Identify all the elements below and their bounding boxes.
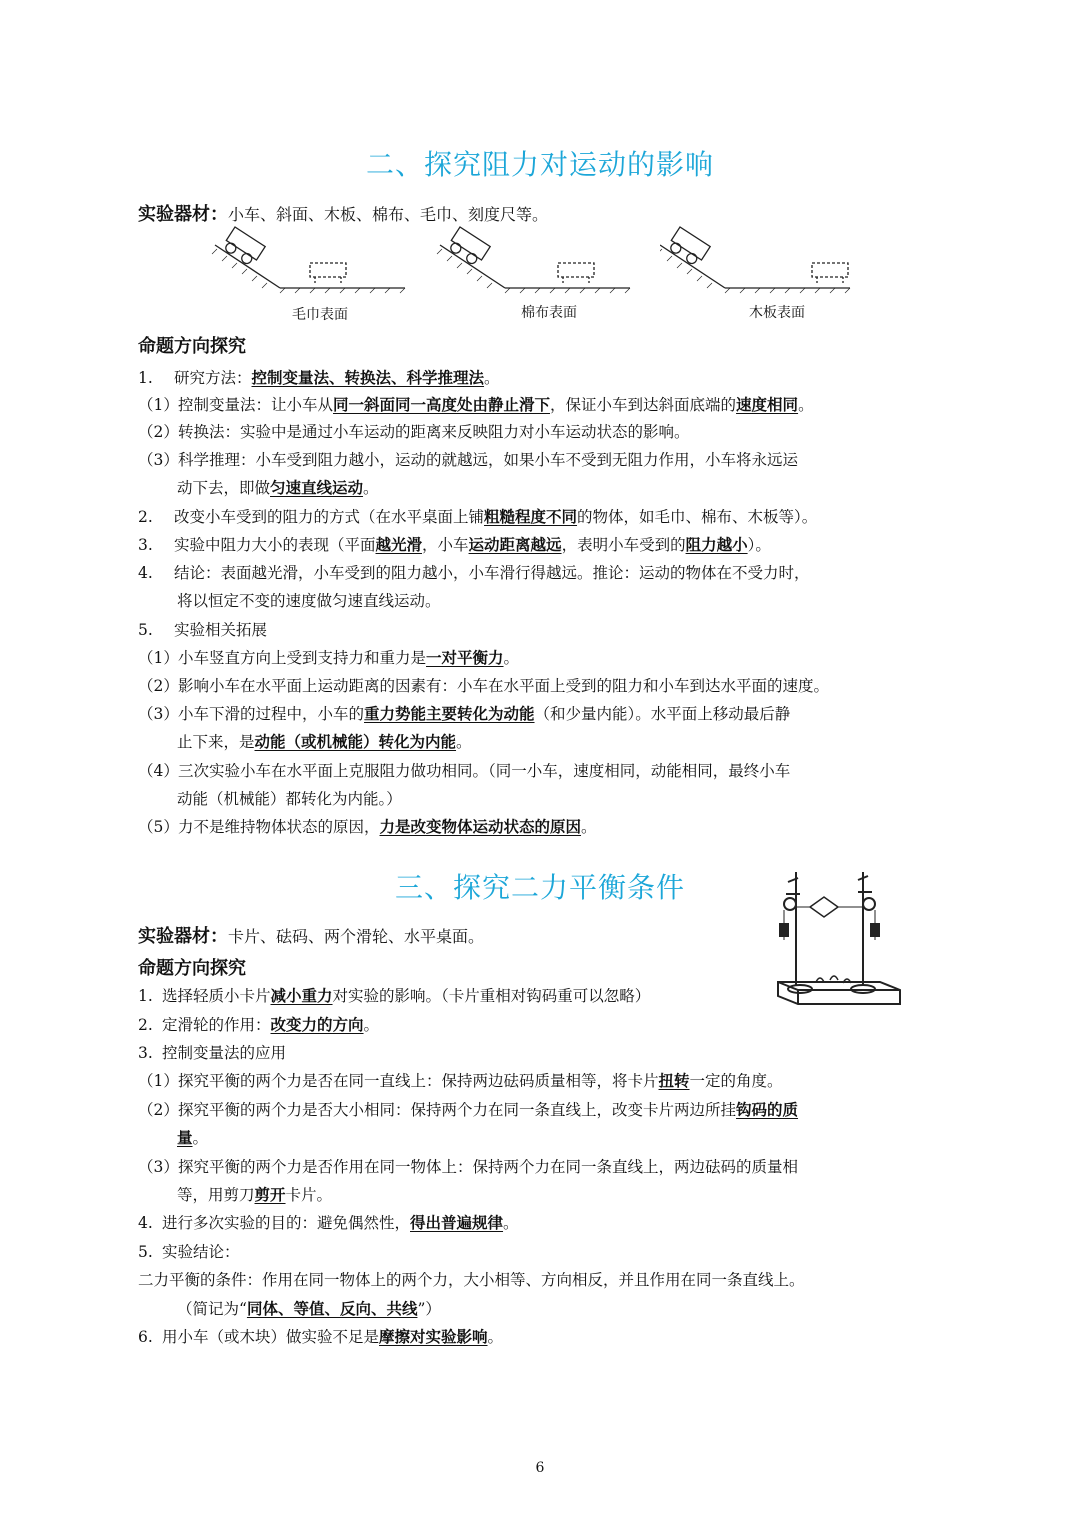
materials-text-3: 卡片、砝码、两个滑轮、水平桌面。 (228, 927, 485, 946)
line-text: 小车下滑的过程中，小车的 (178, 705, 365, 723)
line-text: 。 (192, 1129, 209, 1147)
line-text: 三次实验小车在水平面上克服阻力做功相同。（同一小车，速度相同，动能相同，最终小车 (178, 762, 791, 780)
line-text: 选择轻质小卡片 (162, 987, 271, 1005)
line-text: 进行多次实验的目的：避免偶然性， (162, 1214, 411, 1232)
list-line (138, 394, 814, 416)
line-text: 对实验的影响。（卡片重相对钩码重可以忽略） (332, 987, 651, 1005)
line-text: 力不是维持物体状态的原因， (178, 818, 380, 836)
balance-apparatus-figure (768, 862, 908, 1007)
list-line (177, 590, 441, 612)
materials-text: 小车、斜面、木板、棉布、毛巾、刻度尺等。 (228, 205, 549, 224)
key-term: 同体、等值、反向、共线 (246, 1299, 418, 1318)
line-text: ）。 (747, 536, 771, 554)
list-marker: 2. (138, 1016, 153, 1034)
list-marker: （1） (138, 1072, 179, 1090)
list-line (138, 562, 810, 584)
list-line (138, 1269, 805, 1291)
line-text: （和少量内能）。水平面上移动最后静 (534, 705, 791, 723)
section3-materials (138, 922, 484, 948)
list-marker: 3. (138, 1044, 153, 1062)
line-text: 止下来，是 (177, 733, 255, 751)
list-marker: （3） (138, 705, 179, 723)
key-term: 一对平衡力 (426, 648, 504, 667)
key-term: 同一斜面同一高度处由静止滑下 (333, 395, 551, 414)
section2-title: 二、探究阻力对运动的影响 (365, 148, 714, 181)
line-text: ，表明小车受到的 (561, 536, 686, 554)
list-line (138, 1326, 503, 1348)
line-text: 探究平衡的两个力是否作用在同一物体上：保持两个力在同一条直线上，两边砝码的质量相 (178, 1158, 799, 1176)
line-text: 一定的角度。 (689, 1072, 783, 1090)
list-marker: 5. (138, 1243, 153, 1261)
key-term: 动能（或机械能）转化为内能 (254, 732, 457, 751)
line-text: 实验相关拓展 (174, 621, 268, 639)
list-marker: （3） (138, 1158, 179, 1176)
key-term: 得出普遍规律 (410, 1213, 504, 1232)
key-term: 控制变量法、转换法、科学推理法 (251, 368, 485, 387)
key-term: 速度相同 (736, 395, 799, 414)
key-term: 剪开 (254, 1185, 286, 1204)
list-line (138, 1070, 783, 1092)
line-text: 。 (503, 649, 520, 667)
line-text: 。 (363, 1016, 380, 1034)
list-marker: 2. (138, 508, 153, 526)
list-marker: （2） (138, 677, 179, 695)
list-line (138, 816, 597, 838)
line-text: （简记为“ (177, 1300, 247, 1318)
materials-label-3: 实验器材： (138, 926, 228, 947)
list-line (177, 788, 402, 810)
list-marker: （2） (138, 423, 179, 441)
line-text: 动下去，即做 (177, 479, 271, 497)
key-term: 改变力的方向 (270, 1015, 364, 1034)
key-term: 减小重力 (270, 986, 333, 1005)
caption-cotton: 棉布表面 (521, 305, 577, 321)
caption-towel: 毛巾表面 (292, 307, 348, 323)
list-marker: （1） (138, 649, 179, 667)
list-line (138, 534, 771, 556)
list-marker: 4. (138, 1214, 153, 1232)
list-line (138, 506, 817, 528)
list-line (138, 367, 500, 389)
key-term: 摩擦对实验影响 (379, 1327, 488, 1346)
page-number: 6 (535, 1460, 545, 1476)
caption-wood: 木板表面 (749, 305, 805, 321)
line-text: 小车竖直方向上受到支持力和重力是 (178, 649, 427, 667)
list-line (138, 449, 798, 471)
materials-label: 实验器材： (138, 204, 228, 225)
line-text: 卡片。 (285, 1186, 333, 1204)
list-marker: （2） (138, 1101, 179, 1119)
list-line (138, 1156, 798, 1178)
line-text: 探究平衡的两个力是否大小相同：保持两个力在同一条直线上，改变卡片两边所挂 (178, 1101, 737, 1119)
key-term: 量 (177, 1128, 193, 1147)
line-text: 二力平衡的条件：作用在同一物体上的两个力，大小相等、方向相反，并且作用在同一条直线上。 (138, 1271, 805, 1289)
list-line (138, 985, 650, 1007)
list-marker: （5） (138, 818, 179, 836)
list-marker: （1） (138, 396, 179, 414)
list-line (138, 760, 790, 782)
list-marker: 5. (138, 621, 153, 639)
line-text: 。 (487, 1328, 504, 1346)
line-text: 探究平衡的两个力是否在同一直线上：保持两边砝码质量相等，将卡片 (178, 1072, 659, 1090)
line-text: 实验中阻力大小的表现（平面 (174, 536, 376, 554)
section3-title: 三、探究二力平衡条件 (394, 871, 685, 904)
list-marker: （3） (138, 451, 179, 469)
list-line (138, 703, 790, 725)
list-line (177, 1298, 441, 1320)
list-line (177, 731, 472, 753)
section3-heading: 命题方向探究 (138, 958, 246, 979)
line-text: 。 (363, 479, 379, 497)
list-marker: 3. (138, 536, 153, 554)
line-text: 。 (798, 396, 814, 414)
line-text: 等，用剪刀 (177, 1186, 255, 1204)
line-text: 动能（机械能）都转化为内能。） (177, 790, 402, 808)
list-line (138, 1042, 286, 1064)
line-text: ，保证小车到达斜面底端的 (550, 396, 737, 414)
incline-figure (200, 225, 660, 315)
list-line (138, 1014, 379, 1036)
section2-heading: 命题方向探究 (138, 336, 246, 357)
list-line (138, 619, 267, 641)
list-marker: 4. (138, 564, 153, 582)
key-term: 扭转 (658, 1071, 690, 1090)
list-line (177, 1127, 208, 1149)
line-text: 。 (503, 1214, 519, 1232)
list-line (138, 1212, 519, 1234)
list-line (177, 477, 379, 499)
list-line (138, 1241, 240, 1263)
list-line (138, 421, 690, 443)
list-marker: 1. (138, 369, 153, 387)
line-text: 研究方法： (174, 369, 252, 387)
line-text: 改变小车受到的阻力的方式（在水平桌面上铺 (174, 508, 485, 526)
line-text: 将以恒定不变的速度做匀速直线运动。 (177, 592, 441, 610)
line-text: 实验结论： (162, 1243, 240, 1261)
key-term: 钩码的质 (736, 1100, 799, 1119)
line-text: 。 (456, 733, 472, 751)
line-text: ，小车 (422, 536, 469, 554)
list-line (138, 1099, 798, 1121)
line-text: 影响小车在水平面上运动距离的因素有：小车在水平面上受到的阻力和小车到达水平面的速度。 (178, 677, 830, 695)
line-text: 控制变量法的应用 (162, 1044, 287, 1062)
line-text: 。 (581, 818, 597, 836)
key-term: 力是改变物体运动状态的原因 (379, 817, 582, 836)
key-term: 粗糙程度不同 (484, 507, 578, 526)
line-text: 结论：表面越光滑，小车受到的阻力越小，小车滑行得越远。推论：运动的物体在不受力时， (174, 564, 810, 582)
line-text: 转换法：实验中是通过小车运动的距离来反映阻力对小车运动状态的影响。 (178, 423, 690, 441)
key-term: 运动距离越远 (468, 535, 562, 554)
key-term: 匀速直线运动 (270, 478, 364, 497)
list-line (177, 1184, 332, 1206)
line-text: 的物体，如毛巾、棉布、木板等）。 (577, 508, 818, 526)
list-marker: 1. (138, 987, 153, 1005)
line-text: 用小车（或木块）做实验不足是 (162, 1328, 380, 1346)
list-marker: 6. (138, 1328, 153, 1346)
line-text: 科学推理：小车受到阻力越小，运动的就越远，如果小车不受到无阻力作用，小车将永远运 (178, 451, 799, 469)
line-text: 控制变量法：让小车从 (178, 396, 334, 414)
list-line (138, 675, 829, 697)
key-term: 重力势能主要转化为动能 (364, 704, 535, 723)
line-text: ”） (417, 1300, 441, 1318)
key-term: 越光滑 (375, 535, 423, 554)
list-line (138, 647, 519, 669)
list-marker: （4） (138, 762, 179, 780)
section2-materials (138, 200, 548, 226)
line-text: 。 (484, 369, 500, 387)
key-term: 阻力越小 (685, 535, 748, 554)
line-text: 定滑轮的作用： (162, 1016, 271, 1034)
